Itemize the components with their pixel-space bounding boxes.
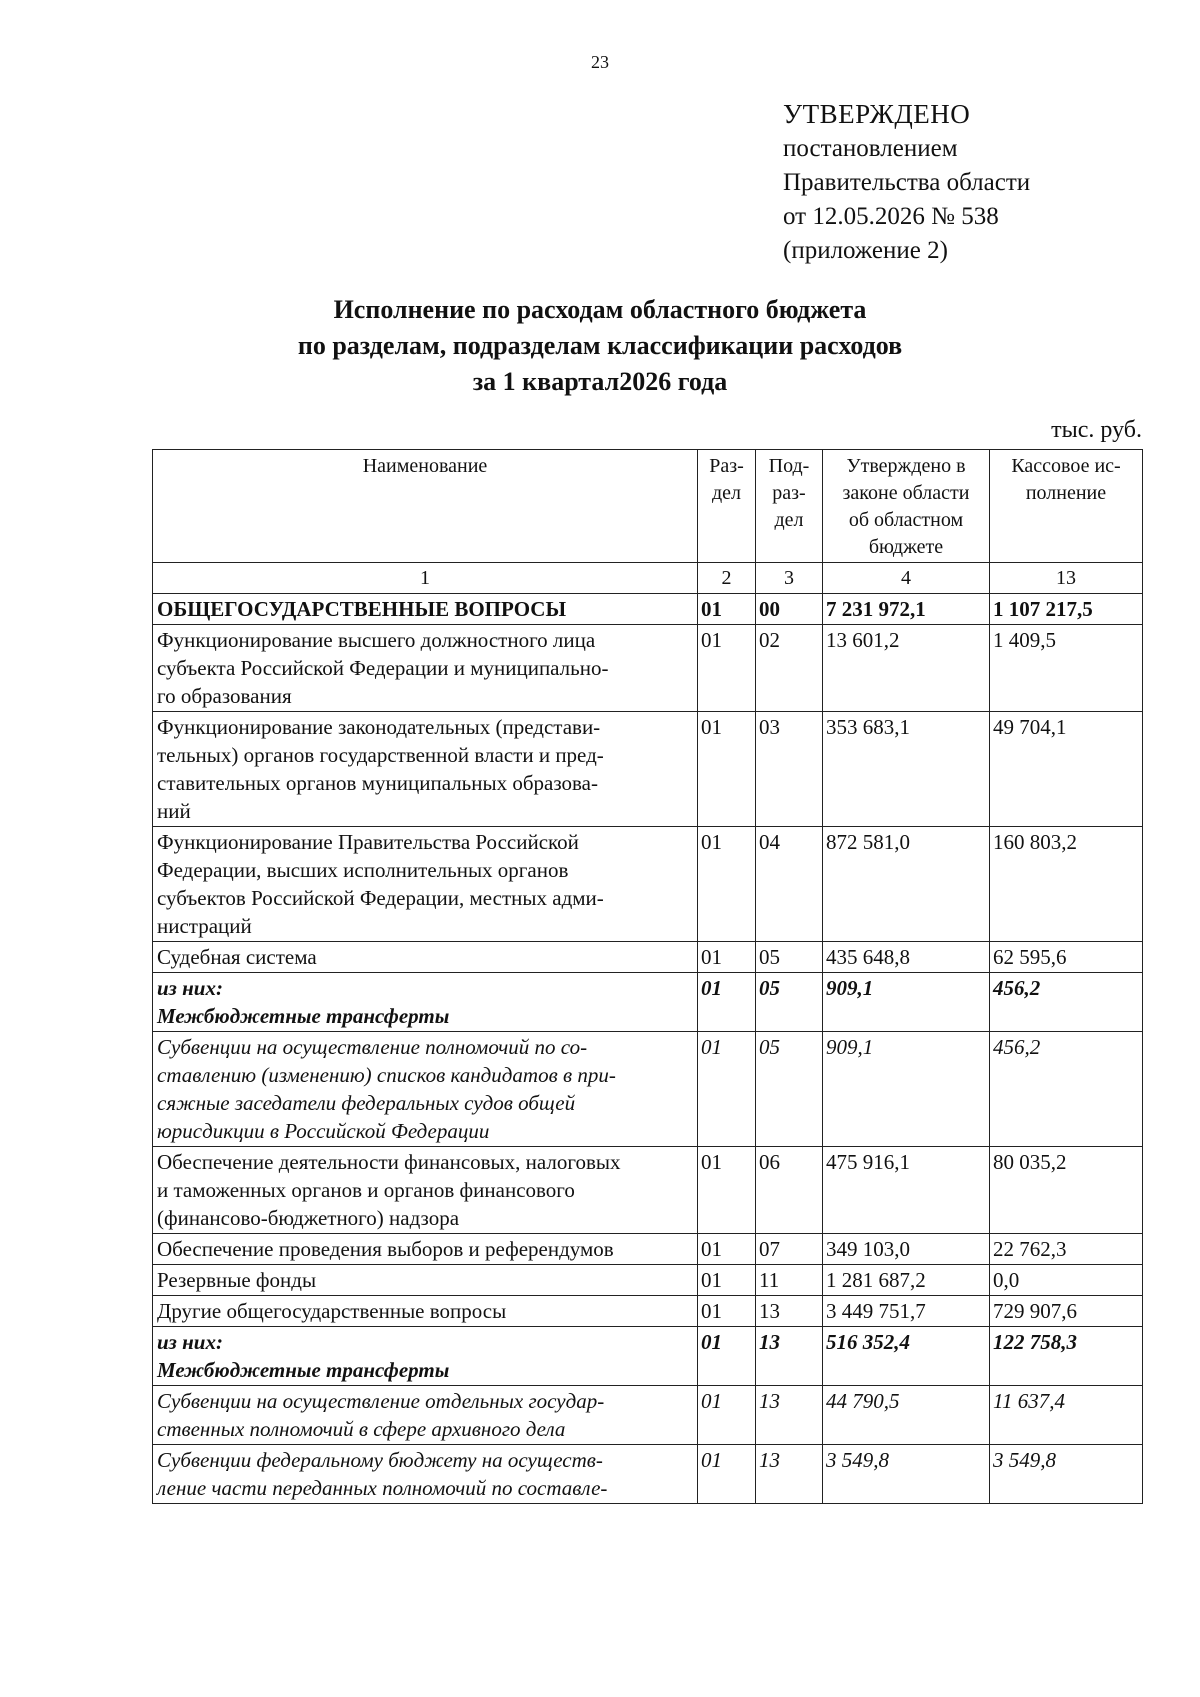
row-section-cell: 01 [698,625,756,712]
table-row [153,1296,1143,1327]
table-row [153,594,1143,625]
row-section-cell: 01 [698,1032,756,1147]
row-approved-cell: 13 601,2 [823,625,990,712]
row-name-cell: Субвенции на осуществление полномочий по со- ставлению (изменению) списков кандидатов в при- сяжные заседатели федеральных судов общей юрисдикции в Российской Федерации [153,1032,698,1147]
row-approved-cell: 909,1 [823,1032,990,1147]
header-approved: Утверждено в законе области об областном бюджете [823,450,990,563]
row-executed-cell: 11 637,4 [990,1386,1143,1445]
table-row [153,1445,1143,1504]
row-name-cell: Функционирование законодательных (представи- тельных) органов государственной власти и пред- ставительных органов муниципальных образова- ний [153,712,698,827]
row-subsection-cell: 07 [756,1234,823,1265]
header-subsection: Под- раз- дел [756,450,823,563]
row-section-cell: 01 [698,1147,756,1234]
table-row [153,973,1143,1032]
row-section-cell: 01 [698,1327,756,1386]
row-section-cell: 01 [698,712,756,827]
row-section-cell: 01 [698,1265,756,1296]
row-name-cell: Субвенции федеральному бюджету на осуществ- ление части переданных полномочий по составле- [153,1445,698,1504]
table-row [153,1386,1143,1445]
row-executed-cell: 80 035,2 [990,1147,1143,1234]
row-executed-cell: 122 758,3 [990,1327,1143,1386]
row-subsection-cell: 05 [756,973,823,1032]
row-approved-cell: 872 581,0 [823,827,990,942]
approval-line: от 12.05.2026 № 538 [783,203,999,230]
column-number-row [153,563,1143,594]
column-number: 2 [698,563,756,594]
column-number: 13 [990,563,1143,594]
approval-heading: УТВЕРЖДЕНО [783,99,971,129]
row-executed-cell: 22 762,3 [990,1234,1143,1265]
approval-line: Правительства области [783,169,1031,196]
row-executed-cell: 1 409,5 [990,625,1143,712]
expenditure-table [152,449,1143,1504]
row-section-cell: 01 [698,1234,756,1265]
row-approved-cell: 353 683,1 [823,712,990,827]
title-line: за 1 квартал2026 года [472,367,728,396]
row-name-cell: из них: Межбюджетные трансферты [153,1327,698,1386]
row-section-cell: 01 [698,594,756,625]
row-subsection-cell: 03 [756,712,823,827]
row-subsection-cell: 02 [756,625,823,712]
row-section-cell: 01 [698,973,756,1032]
row-executed-cell: 456,2 [990,1032,1143,1147]
row-name-cell: Функционирование Правительства Российской Федерации, высших исполнительных органов субъектов Российской Федерации, местных адми- нистраций [153,827,698,942]
row-name-cell: Обеспечение проведения выборов и референдумов [153,1234,698,1265]
row-subsection-cell: 06 [756,1147,823,1234]
row-executed-cell: 456,2 [990,973,1143,1032]
row-approved-cell: 349 103,0 [823,1234,990,1265]
title-line: по разделам, подразделам классификации расходов [297,331,903,360]
row-subsection-cell: 11 [756,1265,823,1296]
approval-stamp [783,96,1183,268]
row-name-cell: Обеспечение деятельности финансовых, налоговых и таможенных органов и органов финансового (финансово-бюджетного) надзора [153,1147,698,1234]
row-executed-cell: 0,0 [990,1265,1143,1296]
table-body [153,594,1143,1504]
column-number: 1 [153,563,698,594]
row-executed-cell: 1 107 217,5 [990,594,1143,625]
page-number: 23 [591,52,609,72]
row-name-cell: ОБЩЕГОСУДАРСТВЕННЫЕ ВОПРОСЫ [153,594,698,625]
row-subsection-cell: 04 [756,827,823,942]
table-row [153,1265,1143,1296]
row-subsection-cell: 05 [756,1032,823,1147]
column-number: 3 [756,563,823,594]
header-section: Раз- дел [698,450,756,563]
header-name: Наименование [153,450,698,563]
row-subsection-cell: 13 [756,1296,823,1327]
row-section-cell: 01 [698,827,756,942]
row-subsection-cell: 05 [756,942,823,973]
table-row [153,625,1143,712]
row-section-cell: 01 [698,1386,756,1445]
table-row [153,1327,1143,1386]
row-subsection-cell: 00 [756,594,823,625]
row-approved-cell: 435 648,8 [823,942,990,973]
row-name-cell: Резервные фонды [153,1265,698,1296]
row-approved-cell: 516 352,4 [823,1327,990,1386]
units-label: тыс. руб. [1051,417,1142,443]
column-number: 4 [823,563,990,594]
row-executed-cell: 160 803,2 [990,827,1143,942]
table-row [153,1234,1143,1265]
row-section-cell: 01 [698,1445,756,1504]
row-approved-cell: 3 549,8 [823,1445,990,1504]
row-name-cell: Другие общегосударственные вопросы [153,1296,698,1327]
table-row [153,1032,1143,1147]
table-row [153,712,1143,827]
row-approved-cell: 7 231 972,1 [823,594,990,625]
row-approved-cell: 909,1 [823,973,990,1032]
table-row [153,1147,1143,1234]
row-name-cell: из них: Межбюджетные трансферты [153,973,698,1032]
row-approved-cell: 44 790,5 [823,1386,990,1445]
row-approved-cell: 1 281 687,2 [823,1265,990,1296]
row-name-cell: Субвенции на осуществление отдельных государ- ственных полномочий в сфере архивного дела [153,1386,698,1445]
row-subsection-cell: 13 [756,1327,823,1386]
row-section-cell: 01 [698,1296,756,1327]
row-executed-cell: 49 704,1 [990,712,1143,827]
row-section-cell: 01 [698,942,756,973]
table-row [153,827,1143,942]
title-line: Исполнение по расходам областного бюджета [333,295,867,324]
row-executed-cell: 729 907,6 [990,1296,1143,1327]
row-approved-cell: 3 449 751,7 [823,1296,990,1327]
row-executed-cell: 62 595,6 [990,942,1143,973]
row-name-cell: Судебная система [153,942,698,973]
header-executed: Кассовое ис- полнение [990,450,1143,563]
approval-line: постановлением [783,135,958,162]
row-executed-cell: 3 549,8 [990,1445,1143,1504]
document-title [0,292,1200,400]
approval-line: (приложение 2) [783,237,948,264]
row-subsection-cell: 13 [756,1445,823,1504]
row-approved-cell: 475 916,1 [823,1147,990,1234]
row-name-cell: Функционирование высшего должностного лица субъекта Российской Федерации и муниципально- го образования [153,625,698,712]
row-subsection-cell: 13 [756,1386,823,1445]
table-row [153,942,1143,973]
table-header-row [153,450,1143,563]
